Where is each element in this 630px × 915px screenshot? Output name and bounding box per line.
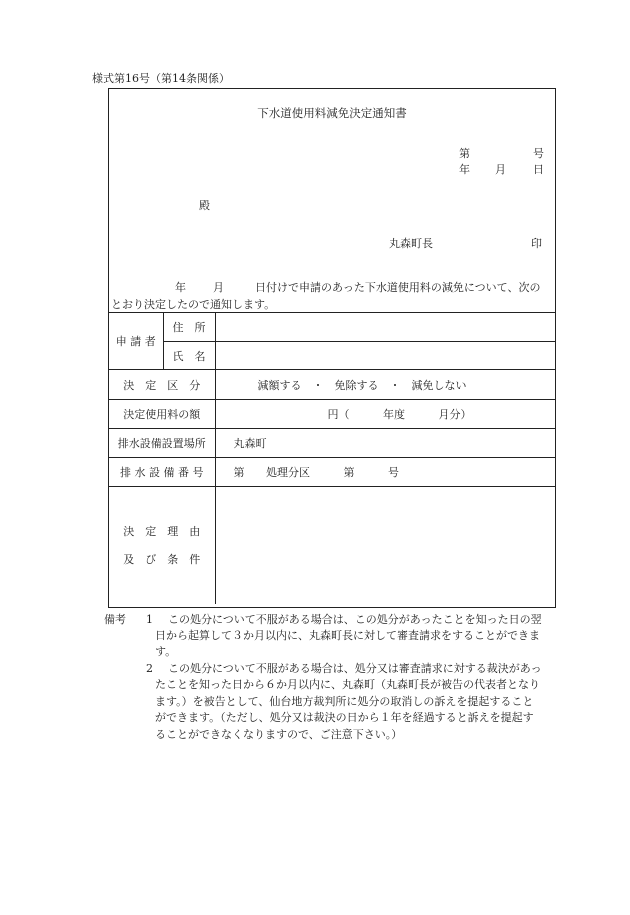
date-day: 日 <box>533 163 544 176</box>
address-field[interactable] <box>215 313 555 342</box>
amount-label: 決定使用料の額 <box>123 408 201 421</box>
note-2-number: 2 <box>146 662 153 675</box>
amount-fiscal-year: 年度 <box>383 408 405 421</box>
date-year: 年 <box>459 163 470 176</box>
amount-field[interactable] <box>215 400 555 429</box>
name-label: 氏 名 <box>172 349 206 363</box>
applicant-label-cell <box>109 313 163 370</box>
location-value: 丸森町 <box>233 437 267 450</box>
reason-field[interactable] <box>215 487 555 604</box>
body-text-line2: とおり決定したので通知します。 <box>111 298 276 311</box>
issuer-name: 丸森町長 <box>389 237 433 250</box>
note-1-line-2: 日から起算して３か月以内に、丸森町長に対して審査請求をすることができま <box>155 629 540 642</box>
facility-dai-1: 第 <box>233 466 245 479</box>
facility-district: 処理分区 <box>266 466 310 479</box>
decision-options: 減額する ・ 免除する ・ 減免しない <box>257 378 467 392</box>
note-2-line-2: たことを知った日から６か月以内に、丸森町（丸森町長が被告の代表者となり <box>155 678 540 691</box>
location-field[interactable] <box>215 429 555 458</box>
date-month: 月 <box>495 163 506 176</box>
note-2-line-3: ます。）を被告として、仙台地方裁判所に処分の取消しの訴えを提起すること <box>155 695 534 708</box>
reason-label-1: 決 定 理 由 <box>123 525 201 539</box>
address-label-cell <box>163 313 215 342</box>
form-number: 様式第16号（第14条関係） <box>92 72 230 85</box>
name-label-cell <box>163 342 215 370</box>
facility-field[interactable] <box>215 458 555 487</box>
reason-label-2: 及 び 条 件 <box>123 553 201 567</box>
location-label-cell <box>109 429 215 458</box>
facility-go: 号 <box>388 466 399 479</box>
body-year: 年 <box>175 281 186 294</box>
doc-number-suffix: 号 <box>533 147 544 160</box>
seal-mark: 印 <box>531 237 542 250</box>
form-title: 下水道使用料減免決定通知書 <box>257 106 407 120</box>
note-2-line-1: この処分について不服がある場合は、処分又は審査請求に対する裁決があっ <box>168 662 542 675</box>
note-1-line-1: この処分について不服がある場合は、この処分があったことを知った日の翌 <box>168 613 542 626</box>
decision-table <box>109 312 555 604</box>
reason-label-cell <box>109 487 215 604</box>
notice-form <box>108 88 556 608</box>
note-1-line-3: す。 <box>155 645 177 658</box>
recipient-suffix: 殿 <box>199 199 210 212</box>
body-month: 月 <box>213 281 224 294</box>
body-text-line1: 日付けで申請のあった下水道使用料の減免について、次の <box>255 281 541 294</box>
decision-label: 決 定 区 分 <box>123 378 201 392</box>
doc-number-prefix: 第 <box>459 147 470 160</box>
note-2-line-4: ができます。（ただし、処分又は裁決の日から１年を経過すると訴えを提起す <box>155 711 534 724</box>
facility-dai-2: 第 <box>343 466 355 479</box>
applicant-label: 申 請 者 <box>115 335 156 348</box>
notes-heading: 備考 <box>104 613 126 626</box>
name-field[interactable] <box>215 342 555 370</box>
facility-label: 排 水 設 備 番 号 <box>120 466 204 479</box>
amount-month: 月分） <box>438 408 472 421</box>
amount-yen: 円（ <box>327 408 350 421</box>
note-1-number: 1 <box>146 613 153 626</box>
decision-field[interactable] <box>215 370 555 400</box>
decision-label-cell <box>109 370 215 400</box>
location-label: 排水設備設置場所 <box>117 437 206 450</box>
facility-label-cell <box>109 458 215 487</box>
amount-label-cell <box>109 400 215 429</box>
note-2-line-5: ることができなくなりますので、ご注意下さい。） <box>155 728 403 741</box>
address-label: 住 所 <box>172 321 206 334</box>
